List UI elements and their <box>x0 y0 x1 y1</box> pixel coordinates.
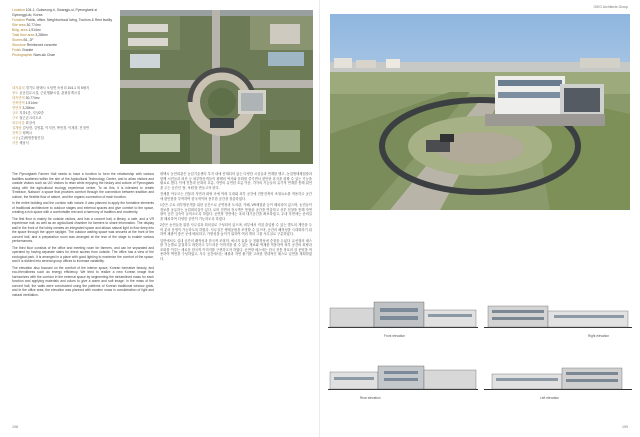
paragraph: 전체를 아우르는 건물과 자연과 회랑 속에 야외 무대와 외부 공간에 전통건축의 조형요소를 적용하고 공간에 편안함을 부여하여 한국적이며 풍부한 공간을 창출하였다. <box>160 192 312 201</box>
running-header: GIEO Architects Group <box>593 5 628 9</box>
front-elevation-label: Front elevation <box>384 334 406 338</box>
project-info-korean <box>12 86 116 146</box>
page-number-right: 199 <box>622 425 628 429</box>
left-elevation-drawing <box>484 360 632 405</box>
right-elevation-label: Right elevation <box>588 334 610 338</box>
info-row: Function Public, office, Neighborhood living, Tourism & Rest facility <box>12 18 113 22</box>
info-row: 규모 지하1층, 지상2층 <box>12 111 44 115</box>
info-row: 구조 철근콘크리트조 <box>12 116 42 120</box>
info-row: 대지면적 30,774m² <box>12 96 40 100</box>
right-elevation-drawing <box>484 298 632 343</box>
paragraph: The Pyeongtaek Farmer Hall needs to have a function to form the relationship with various facilities scattered within the site of the Agricultural Technology Center, and to allow visitors and outside visitors such as UG visitors to relax while enjoying the history and culture of Pyeongtaek along with the agricultural ecology experience center. To do this, it is intended to create 'Embrace, Nakwon' a space that provides comfort through the connection between tradition and culture, the flexible flow of nature, and the organic connection of each function. <box>12 172 154 199</box>
info-row: Bldg. area 1,914m² <box>12 28 41 32</box>
paragraph: 2층은 농민들을 위한 사무실과 회의실로 구성되어 있으며, 외부에서 직접 출입할 수 있는 별도의 계단을 두어 분리 운영이 가능하도록 하였다. 사무실은 생태공원을 조망할 수 있으며, 공간의 쾌적성을 극대화하기 위하여 채광이 좋은 곳에 배치하고, 가변성을 높이기 위하여 여러 개의 그룹 사무실로 구분하였다. <box>160 223 312 236</box>
building-photo <box>330 14 630 210</box>
body-text-english <box>12 172 154 299</box>
left-elevation-label: Left elevation <box>540 396 559 400</box>
info-row: Stories B1, 2F <box>12 38 34 42</box>
front-elevation-drawing <box>328 298 478 343</box>
info-row: 용도 공공업무시설, 근린생활시설, 관광휴게시설 <box>12 91 81 95</box>
aerial-photo <box>120 10 313 164</box>
page-number-left: 198 <box>12 425 18 429</box>
info-row: 사진 채남식 <box>12 141 29 145</box>
info-row: 대지위치 경기도 평택시 오성면 숙성리 104-1 외 5필지 <box>12 86 90 90</box>
info-row: Structure Reinforced concrete <box>12 43 58 47</box>
paragraph: 평택시 농민회관은 농업기술센터 부지 내에 산재되어 있는 다양한 시설들과 연계를 맺고, 농업생태체험장과 함께 시민들과 외산 등 외부방문객들이 평택의 역사와 문화를 즐기면서 편안한 휴식을 취할 수 있는 기능을 필요로 했다. 이에 전통과 문화의 흐름, 자연의 유연한 흐름 이동, 각각의 기능들의 유기적 연계를 통해 위안을 주는 공간인 '품, 낙원'을 만들고자 한다. <box>160 172 312 190</box>
info-row: 건축주 평택시 <box>12 131 33 135</box>
info-row: 외부마감 화강석 <box>12 121 36 125</box>
info-row: 시공 (주)태영종합건설 <box>12 136 44 140</box>
right-page <box>320 0 640 437</box>
paragraph: 1층은 주로 외부방문객을 위한 공간으로 공연장과 도서관, 카페, VR체험관 등이 배치되어 있으며, 농민들이 정보를 공유하는 농업회의실이 있다. 로비 전면의 전시벽은 통합된 공간을 연출하고 상부 천창을 통해 자연광이 공간 깊숙이 들어오도록 하였다. 공연장 전면에는 옥외 대기공간을 확보하였고, 무대 후면에는 준비실을 배치하여 다양한 공연이 가능하도록 하였다. <box>160 203 312 221</box>
info-row: Site area 30,774m² <box>12 23 41 27</box>
info-row: Finish Granite <box>12 48 34 52</box>
paragraph: The third floor consists of the office and meeting room for farmers, and can be separated and operated by having separate stairs for direct access from outside. The office has a view of the ecological park. It is arranged in a place with good lighting to maximize the comfort of the space, and it is divided into several group offices to increase variability. <box>12 245 154 263</box>
info-row: Total floor area 3,286m² <box>12 33 48 37</box>
info-row: 설계팀 김성현, 김영훈, 이지현, 박민경, 이재경, 진정연 <box>12 126 89 130</box>
info-row: 건축면적 1,914m² <box>12 101 38 105</box>
info-row: 연면적 3,286m² <box>12 106 35 110</box>
paragraph: The first floor is mainly for outside visitors, and has a concert hall, a library, a cafe, and a VR experience hall, as well as an agricultural chamber for farmers to share information. The display wall in the front of the lobby creates an integrated space and allows natural light to flow deep into the space through the upper skylight. The outdoor waiting space was secured at the front of the concert hall, and a preparation room was arranged at the rear of the stage to enable various performances. <box>12 216 154 243</box>
rear-elevation-label: Rear elevation <box>360 396 381 400</box>
project-info-english <box>12 8 116 58</box>
paragraph: The elevation also focused on the comfort of the interior space, Korean formative beauty, and eco-friendliness such as energy efficiency. We tried to realize a new Korean image that harmonizes with the corridor in the external space by segmenting the streamlined mass for each function and applying materials and colors to give a warm and soft image. In the mass of the concert hall, the walls were constructed using the patterns of Korean traditional window grids, and in the office area, the elevation was planned with modern mass in consideration of light and natural ventilation. <box>12 265 154 297</box>
paragraph: In the entire building and the corridor with nature, it was planned to apply the formative elements of traditional architecture to outdoor stages and external spaces and give comfort to the space, creating a rich space with a comfortable rest and a harmony of tradition and modernity. <box>12 201 154 214</box>
info-row: Photographer Nam-sik Chae <box>12 53 55 57</box>
body-text-korean <box>160 172 312 263</box>
paragraph: 입면에서도 실내 공간의 쾌적성과 한국적 조형미, 에너지 효율 등 친환경성에 중점을 두었다. 유선형의 매스를 기능별로 분절하고 따뜻하고 부드러운 이미지를 줄 수 있는 재료와 색채를 적용하여 외부 공간의 회랑과 조화를 이루는 새로운 한국적 이미지를 구현하고자 하였다. 공연장 매스에는 한국 전통 창호의 살 문양을 적용하여 벽면을 구성하였고, 사무 공간에서는 채광과 자연 환기를 고려한 현대적인 매스로 입면을 계획하였다. <box>160 238 312 261</box>
info-row: Gyeonggi-do, Korea <box>12 13 43 17</box>
info-row: Location 104-1, Gukseong-ri, Gwangju-si, Pyeongtaek-si <box>12 8 98 12</box>
rear-elevation-drawing <box>328 360 478 405</box>
